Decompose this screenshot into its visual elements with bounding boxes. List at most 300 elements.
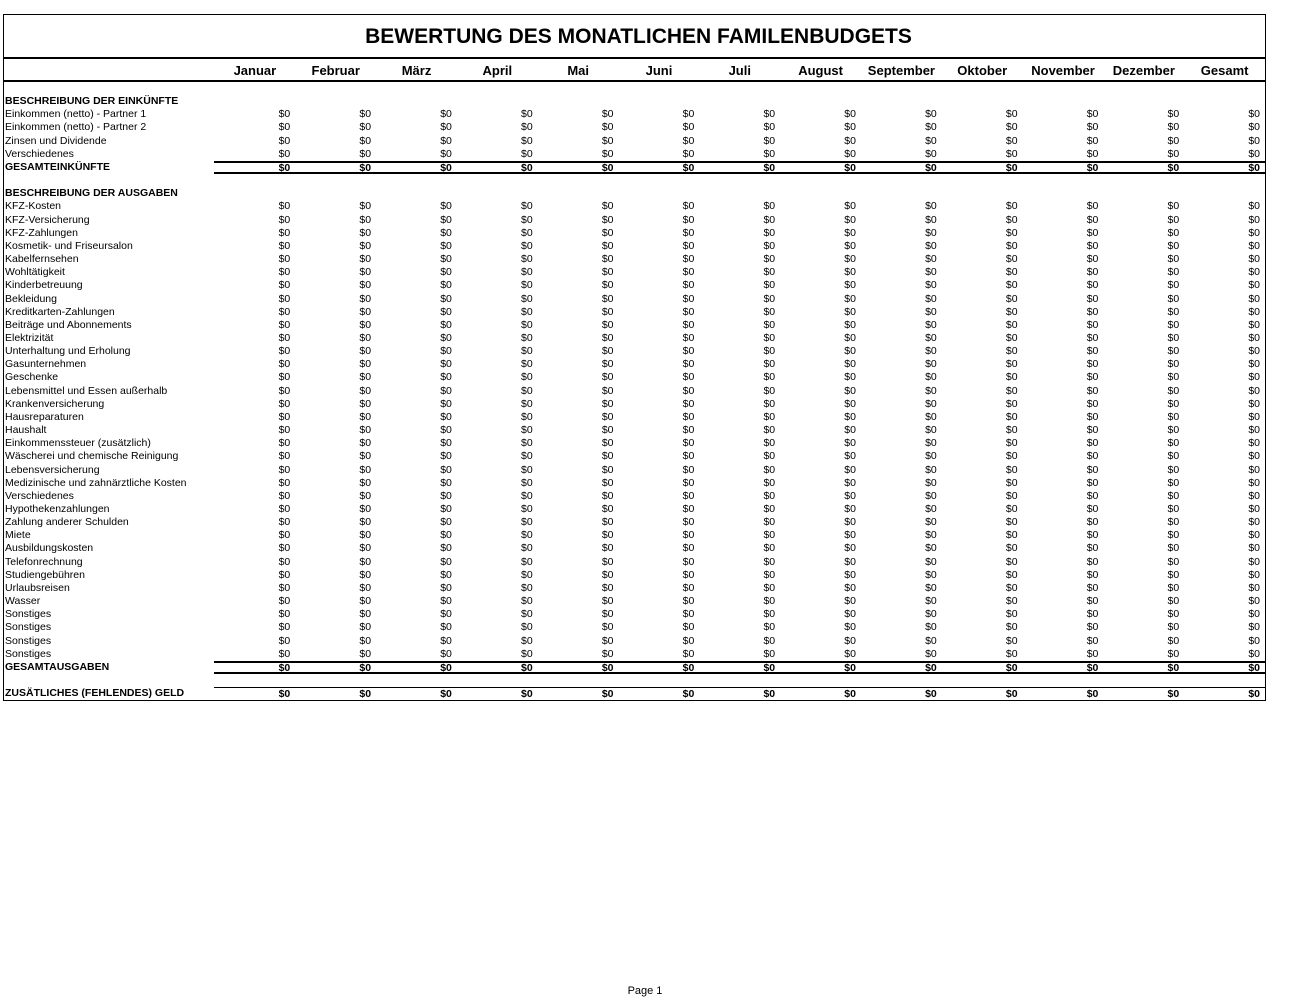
value-cell[interactable]: $0 xyxy=(1167,226,1180,239)
value-cell[interactable]: $0 xyxy=(844,384,856,397)
value-cell[interactable]: $0 xyxy=(763,331,776,344)
value-cell[interactable]: $0 xyxy=(1086,555,1099,568)
value-cell[interactable]: $0 xyxy=(1005,134,1018,147)
value-cell[interactable]: $0 xyxy=(440,358,452,371)
value-cell[interactable]: $0 xyxy=(359,318,372,331)
value-cell[interactable]: $0 xyxy=(521,266,533,279)
value-cell[interactable]: $0 xyxy=(359,121,372,134)
value-cell[interactable]: $0 xyxy=(601,226,614,239)
value-cell[interactable]: $0 xyxy=(359,226,372,239)
value-cell[interactable]: $0 xyxy=(440,542,452,555)
value-cell[interactable]: $0 xyxy=(601,121,614,134)
value-cell[interactable]: $0 xyxy=(440,634,452,647)
value-cell[interactable]: $0 xyxy=(521,200,533,213)
value-cell[interactable]: $0 xyxy=(1167,384,1180,397)
value-cell[interactable]: $0 xyxy=(1005,437,1018,450)
value-cell[interactable]: $0 xyxy=(763,384,776,397)
value-cell[interactable]: $0 xyxy=(925,147,937,160)
value-cell[interactable]: $0 xyxy=(1248,437,1261,450)
value-cell[interactable]: $0 xyxy=(1005,608,1018,621)
value-cell[interactable]: $0 xyxy=(682,121,695,134)
value-cell[interactable]: $0 xyxy=(1248,634,1261,647)
value-cell[interactable]: $0 xyxy=(278,621,291,634)
value-cell[interactable]: $0 xyxy=(1086,108,1099,121)
value-cell[interactable]: $0 xyxy=(682,503,695,515)
value-cell[interactable]: $0 xyxy=(1005,266,1018,279)
value-cell[interactable]: $0 xyxy=(1086,318,1099,331)
value-cell[interactable]: $0 xyxy=(601,608,614,621)
value-cell[interactable]: $0 xyxy=(440,568,452,581)
value-cell[interactable]: $0 xyxy=(1005,424,1018,437)
value-cell[interactable]: $0 xyxy=(1086,634,1099,647)
value-cell[interactable]: $0 xyxy=(1086,253,1099,266)
value-cell[interactable]: $0 xyxy=(440,608,452,621)
value-cell[interactable]: $0 xyxy=(278,555,291,568)
value-cell[interactable]: $0 xyxy=(278,108,291,121)
value-cell[interactable]: $0 xyxy=(1086,463,1099,476)
value-cell[interactable]: $0 xyxy=(278,134,291,147)
value-cell[interactable]: $0 xyxy=(359,345,372,358)
value-cell[interactable]: $0 xyxy=(359,608,372,621)
value-cell[interactable]: $0 xyxy=(1005,568,1018,581)
value-cell[interactable]: $0 xyxy=(601,542,614,555)
value-cell[interactable]: $0 xyxy=(521,279,533,292)
value-cell[interactable]: $0 xyxy=(1005,542,1018,555)
value-cell[interactable]: $0 xyxy=(295,161,376,174)
value-cell[interactable]: $0 xyxy=(682,608,695,621)
value-cell[interactable]: $0 xyxy=(844,279,856,292)
value-cell[interactable]: $0 xyxy=(521,581,533,594)
value-cell[interactable]: $0 xyxy=(1184,161,1265,174)
value-cell[interactable]: $0 xyxy=(214,687,295,700)
value-cell[interactable]: $0 xyxy=(601,410,614,423)
value-cell[interactable]: $0 xyxy=(763,266,776,279)
value-cell[interactable]: $0 xyxy=(1086,542,1099,555)
value-cell[interactable]: $0 xyxy=(925,503,937,515)
value-cell[interactable]: $0 xyxy=(925,253,937,266)
value-cell[interactable]: $0 xyxy=(925,266,937,279)
value-cell[interactable]: $0 xyxy=(1248,213,1261,226)
value-cell[interactable]: $0 xyxy=(1086,516,1099,529)
value-cell[interactable]: $0 xyxy=(278,253,291,266)
value-cell[interactable]: $0 xyxy=(440,147,452,160)
value-cell[interactable]: $0 xyxy=(682,253,695,266)
value-cell[interactable]: $0 xyxy=(682,200,695,213)
value-cell[interactable]: $0 xyxy=(440,108,452,121)
value-cell[interactable]: $0 xyxy=(682,331,695,344)
value-cell[interactable]: $0 xyxy=(619,687,700,700)
value-cell[interactable]: $0 xyxy=(521,292,533,305)
value-cell[interactable]: $0 xyxy=(1248,410,1261,423)
value-cell[interactable]: $0 xyxy=(440,266,452,279)
value-cell[interactable]: $0 xyxy=(1248,358,1261,371)
value-cell[interactable]: $0 xyxy=(1248,529,1261,542)
value-cell[interactable]: $0 xyxy=(538,661,619,674)
value-cell[interactable]: $0 xyxy=(1248,450,1261,463)
value-cell[interactable]: $0 xyxy=(601,253,614,266)
value-cell[interactable]: $0 xyxy=(359,647,372,660)
value-cell[interactable]: $0 xyxy=(925,200,937,213)
value-cell[interactable]: $0 xyxy=(521,121,533,134)
value-cell[interactable]: $0 xyxy=(359,213,372,226)
value-cell[interactable]: $0 xyxy=(1086,384,1099,397)
value-cell[interactable]: $0 xyxy=(359,555,372,568)
value-cell[interactable]: $0 xyxy=(521,331,533,344)
value-cell[interactable]: $0 xyxy=(521,226,533,239)
value-cell[interactable]: $0 xyxy=(682,371,695,384)
value-cell[interactable]: $0 xyxy=(619,661,700,674)
value-cell[interactable]: $0 xyxy=(682,384,695,397)
value-cell[interactable]: $0 xyxy=(278,647,291,660)
value-cell[interactable]: $0 xyxy=(1167,595,1180,608)
value-cell[interactable]: $0 xyxy=(601,621,614,634)
value-cell[interactable]: $0 xyxy=(1005,292,1018,305)
value-cell[interactable]: $0 xyxy=(359,279,372,292)
value-cell[interactable]: $0 xyxy=(440,279,452,292)
value-cell[interactable]: $0 xyxy=(1248,621,1261,634)
value-cell[interactable]: $0 xyxy=(763,463,776,476)
value-cell[interactable]: $0 xyxy=(376,687,457,700)
value-cell[interactable]: $0 xyxy=(1167,516,1180,529)
value-cell[interactable]: $0 xyxy=(359,292,372,305)
value-cell[interactable]: $0 xyxy=(1005,634,1018,647)
value-cell[interactable]: $0 xyxy=(601,266,614,279)
value-cell[interactable]: $0 xyxy=(682,239,695,252)
value-cell[interactable]: $0 xyxy=(1167,345,1180,358)
value-cell[interactable]: $0 xyxy=(763,542,776,555)
value-cell[interactable]: $0 xyxy=(1167,463,1180,476)
value-cell[interactable]: $0 xyxy=(682,450,695,463)
value-cell[interactable]: $0 xyxy=(925,305,937,318)
value-cell[interactable]: $0 xyxy=(925,647,937,660)
value-cell[interactable]: $0 xyxy=(682,647,695,660)
value-cell[interactable]: $0 xyxy=(457,161,538,174)
value-cell[interactable]: $0 xyxy=(844,437,856,450)
value-cell[interactable]: $0 xyxy=(440,595,452,608)
value-cell[interactable]: $0 xyxy=(682,213,695,226)
value-cell[interactable]: $0 xyxy=(359,437,372,450)
value-cell[interactable]: $0 xyxy=(601,424,614,437)
value-cell[interactable]: $0 xyxy=(457,661,538,674)
value-cell[interactable]: $0 xyxy=(1248,608,1261,621)
value-cell[interactable]: $0 xyxy=(844,410,856,423)
value-cell[interactable]: $0 xyxy=(278,463,291,476)
value-cell[interactable]: $0 xyxy=(1086,621,1099,634)
value-cell[interactable]: $0 xyxy=(601,147,614,160)
value-cell[interactable]: $0 xyxy=(844,200,856,213)
value-cell[interactable]: $0 xyxy=(601,200,614,213)
value-cell[interactable]: $0 xyxy=(763,516,776,529)
value-cell[interactable]: $0 xyxy=(925,279,937,292)
value-cell[interactable]: $0 xyxy=(1086,266,1099,279)
value-cell[interactable]: $0 xyxy=(925,450,937,463)
value-cell[interactable]: $0 xyxy=(1248,318,1261,331)
value-cell[interactable]: $0 xyxy=(521,463,533,476)
value-cell[interactable]: $0 xyxy=(1167,568,1180,581)
value-cell[interactable]: $0 xyxy=(1005,581,1018,594)
value-cell[interactable]: $0 xyxy=(942,161,1023,174)
value-cell[interactable]: $0 xyxy=(601,634,614,647)
value-cell[interactable]: $0 xyxy=(440,410,452,423)
value-cell[interactable]: $0 xyxy=(1248,581,1261,594)
value-cell[interactable]: $0 xyxy=(521,621,533,634)
value-cell[interactable]: $0 xyxy=(682,476,695,489)
value-cell[interactable]: $0 xyxy=(1005,463,1018,476)
value-cell[interactable]: $0 xyxy=(521,253,533,266)
value-cell[interactable]: $0 xyxy=(1248,371,1261,384)
value-cell[interactable]: $0 xyxy=(844,608,856,621)
value-cell[interactable]: $0 xyxy=(359,634,372,647)
value-cell[interactable]: $0 xyxy=(844,424,856,437)
value-cell[interactable]: $0 xyxy=(763,318,776,331)
value-cell[interactable]: $0 xyxy=(601,134,614,147)
value-cell[interactable]: $0 xyxy=(601,595,614,608)
value-cell[interactable]: $0 xyxy=(763,200,776,213)
value-cell[interactable]: $0 xyxy=(682,292,695,305)
value-cell[interactable]: $0 xyxy=(699,687,780,700)
value-cell[interactable]: $0 xyxy=(1086,397,1099,410)
value-cell[interactable]: $0 xyxy=(1248,424,1261,437)
value-cell[interactable]: $0 xyxy=(521,516,533,529)
value-cell[interactable]: $0 xyxy=(844,213,856,226)
value-cell[interactable]: $0 xyxy=(763,424,776,437)
value-cell[interactable]: $0 xyxy=(682,529,695,542)
value-cell[interactable]: $0 xyxy=(682,581,695,594)
value-cell[interactable]: $0 xyxy=(521,647,533,660)
value-cell[interactable]: $0 xyxy=(521,489,533,502)
value-cell[interactable]: $0 xyxy=(601,397,614,410)
value-cell[interactable]: $0 xyxy=(1248,108,1261,121)
value-cell[interactable]: $0 xyxy=(601,331,614,344)
value-cell[interactable]: $0 xyxy=(780,687,861,700)
value-cell[interactable]: $0 xyxy=(1086,331,1099,344)
value-cell[interactable]: $0 xyxy=(359,384,372,397)
value-cell[interactable]: $0 xyxy=(295,661,376,674)
value-cell[interactable]: $0 xyxy=(699,661,780,674)
value-cell[interactable]: $0 xyxy=(278,305,291,318)
value-cell[interactable]: $0 xyxy=(359,410,372,423)
value-cell[interactable]: $0 xyxy=(1248,200,1261,213)
value-cell[interactable]: $0 xyxy=(278,450,291,463)
value-cell[interactable]: $0 xyxy=(278,424,291,437)
value-cell[interactable]: $0 xyxy=(682,108,695,121)
value-cell[interactable]: $0 xyxy=(1184,661,1265,674)
value-cell[interactable]: $0 xyxy=(359,476,372,489)
value-cell[interactable]: $0 xyxy=(925,384,937,397)
value-cell[interactable]: $0 xyxy=(763,634,776,647)
value-cell[interactable]: $0 xyxy=(521,424,533,437)
value-cell[interactable]: $0 xyxy=(763,410,776,423)
value-cell[interactable]: $0 xyxy=(601,450,614,463)
value-cell[interactable]: $0 xyxy=(844,529,856,542)
value-cell[interactable]: $0 xyxy=(278,213,291,226)
value-cell[interactable]: $0 xyxy=(682,555,695,568)
value-cell[interactable]: $0 xyxy=(682,489,695,502)
value-cell[interactable]: $0 xyxy=(1005,253,1018,266)
value-cell[interactable]: $0 xyxy=(278,226,291,239)
value-cell[interactable]: $0 xyxy=(359,542,372,555)
value-cell[interactable]: $0 xyxy=(925,345,937,358)
value-cell[interactable]: $0 xyxy=(763,647,776,660)
value-cell[interactable]: $0 xyxy=(1086,437,1099,450)
value-cell[interactable]: $0 xyxy=(1005,213,1018,226)
value-cell[interactable]: $0 xyxy=(1005,555,1018,568)
value-cell[interactable]: $0 xyxy=(295,687,376,700)
value-cell[interactable]: $0 xyxy=(1086,647,1099,660)
value-cell[interactable]: $0 xyxy=(601,503,614,515)
value-cell[interactable]: $0 xyxy=(1005,503,1018,515)
value-cell[interactable]: $0 xyxy=(763,345,776,358)
value-cell[interactable]: $0 xyxy=(278,476,291,489)
value-cell[interactable]: $0 xyxy=(942,661,1023,674)
value-cell[interactable]: $0 xyxy=(925,424,937,437)
value-cell[interactable]: $0 xyxy=(1167,200,1180,213)
value-cell[interactable]: $0 xyxy=(925,437,937,450)
value-cell[interactable]: $0 xyxy=(925,621,937,634)
value-cell[interactable]: $0 xyxy=(1248,542,1261,555)
value-cell[interactable]: $0 xyxy=(1167,253,1180,266)
value-cell[interactable]: $0 xyxy=(359,253,372,266)
value-cell[interactable]: $0 xyxy=(1167,634,1180,647)
value-cell[interactable]: $0 xyxy=(601,318,614,331)
value-cell[interactable]: $0 xyxy=(1005,621,1018,634)
value-cell[interactable]: $0 xyxy=(278,331,291,344)
value-cell[interactable]: $0 xyxy=(440,371,452,384)
value-cell[interactable]: $0 xyxy=(1005,226,1018,239)
value-cell[interactable]: $0 xyxy=(1023,687,1104,700)
value-cell[interactable]: $0 xyxy=(861,161,942,174)
value-cell[interactable]: $0 xyxy=(440,318,452,331)
value-cell[interactable]: $0 xyxy=(278,292,291,305)
value-cell[interactable]: $0 xyxy=(278,608,291,621)
value-cell[interactable]: $0 xyxy=(440,647,452,660)
value-cell[interactable]: $0 xyxy=(844,542,856,555)
value-cell[interactable]: $0 xyxy=(440,476,452,489)
value-cell[interactable]: $0 xyxy=(538,687,619,700)
value-cell[interactable]: $0 xyxy=(1167,213,1180,226)
value-cell[interactable]: $0 xyxy=(763,595,776,608)
value-cell[interactable]: $0 xyxy=(1167,318,1180,331)
value-cell[interactable]: $0 xyxy=(1167,647,1180,660)
value-cell[interactable]: $0 xyxy=(440,305,452,318)
value-cell[interactable]: $0 xyxy=(1248,147,1261,160)
value-cell[interactable]: $0 xyxy=(278,581,291,594)
value-cell[interactable]: $0 xyxy=(601,292,614,305)
value-cell[interactable]: $0 xyxy=(521,595,533,608)
value-cell[interactable]: $0 xyxy=(925,516,937,529)
value-cell[interactable]: $0 xyxy=(844,489,856,502)
value-cell[interactable]: $0 xyxy=(1248,345,1261,358)
value-cell[interactable]: $0 xyxy=(1103,661,1184,674)
value-cell[interactable]: $0 xyxy=(682,279,695,292)
value-cell[interactable]: $0 xyxy=(1005,108,1018,121)
value-cell[interactable]: $0 xyxy=(763,147,776,160)
value-cell[interactable]: $0 xyxy=(359,516,372,529)
value-cell[interactable]: $0 xyxy=(925,608,937,621)
value-cell[interactable]: $0 xyxy=(1086,200,1099,213)
value-cell[interactable]: $0 xyxy=(521,397,533,410)
value-cell[interactable]: $0 xyxy=(682,634,695,647)
value-cell[interactable]: $0 xyxy=(1248,397,1261,410)
value-cell[interactable]: $0 xyxy=(763,108,776,121)
value-cell[interactable]: $0 xyxy=(1248,384,1261,397)
value-cell[interactable]: $0 xyxy=(359,305,372,318)
value-cell[interactable]: $0 xyxy=(359,503,372,515)
value-cell[interactable]: $0 xyxy=(440,621,452,634)
value-cell[interactable]: $0 xyxy=(925,397,937,410)
value-cell[interactable]: $0 xyxy=(1086,568,1099,581)
value-cell[interactable]: $0 xyxy=(521,542,533,555)
value-cell[interactable]: $0 xyxy=(763,503,776,515)
value-cell[interactable]: $0 xyxy=(682,397,695,410)
value-cell[interactable]: $0 xyxy=(440,424,452,437)
value-cell[interactable]: $0 xyxy=(521,608,533,621)
value-cell[interactable]: $0 xyxy=(440,292,452,305)
value-cell[interactable]: $0 xyxy=(942,687,1023,700)
value-cell[interactable]: $0 xyxy=(925,358,937,371)
value-cell[interactable]: $0 xyxy=(440,121,452,134)
value-cell[interactable]: $0 xyxy=(1167,147,1180,160)
value-cell[interactable]: $0 xyxy=(521,410,533,423)
value-cell[interactable]: $0 xyxy=(278,121,291,134)
value-cell[interactable]: $0 xyxy=(1248,226,1261,239)
value-cell[interactable]: $0 xyxy=(601,345,614,358)
value-cell[interactable]: $0 xyxy=(925,108,937,121)
value-cell[interactable]: $0 xyxy=(1248,503,1261,515)
value-cell[interactable]: $0 xyxy=(440,213,452,226)
value-cell[interactable]: $0 xyxy=(844,503,856,515)
value-cell[interactable]: $0 xyxy=(440,503,452,515)
value-cell[interactable]: $0 xyxy=(844,568,856,581)
value-cell[interactable]: $0 xyxy=(619,161,700,174)
value-cell[interactable]: $0 xyxy=(278,595,291,608)
value-cell[interactable]: $0 xyxy=(682,463,695,476)
value-cell[interactable]: $0 xyxy=(1248,305,1261,318)
value-cell[interactable]: $0 xyxy=(1248,568,1261,581)
value-cell[interactable]: $0 xyxy=(763,226,776,239)
value-cell[interactable]: $0 xyxy=(925,213,937,226)
value-cell[interactable]: $0 xyxy=(844,516,856,529)
value-cell[interactable]: $0 xyxy=(457,687,538,700)
value-cell[interactable]: $0 xyxy=(763,358,776,371)
value-cell[interactable]: $0 xyxy=(1248,331,1261,344)
value-cell[interactable]: $0 xyxy=(278,345,291,358)
value-cell[interactable]: $0 xyxy=(1086,371,1099,384)
value-cell[interactable]: $0 xyxy=(925,134,937,147)
value-cell[interactable]: $0 xyxy=(763,621,776,634)
value-cell[interactable]: $0 xyxy=(440,450,452,463)
value-cell[interactable]: $0 xyxy=(844,634,856,647)
value-cell[interactable]: $0 xyxy=(521,318,533,331)
value-cell[interactable]: $0 xyxy=(440,239,452,252)
value-cell[interactable]: $0 xyxy=(440,463,452,476)
value-cell[interactable]: $0 xyxy=(359,581,372,594)
value-cell[interactable]: $0 xyxy=(682,318,695,331)
value-cell[interactable]: $0 xyxy=(1248,239,1261,252)
value-cell[interactable]: $0 xyxy=(925,634,937,647)
value-cell[interactable]: $0 xyxy=(278,318,291,331)
value-cell[interactable]: $0 xyxy=(1005,647,1018,660)
value-cell[interactable]: $0 xyxy=(763,476,776,489)
value-cell[interactable]: $0 xyxy=(359,489,372,502)
value-cell[interactable]: $0 xyxy=(682,410,695,423)
value-cell[interactable]: $0 xyxy=(1248,476,1261,489)
value-cell[interactable]: $0 xyxy=(278,542,291,555)
value-cell[interactable]: $0 xyxy=(1167,424,1180,437)
value-cell[interactable]: $0 xyxy=(376,161,457,174)
value-cell[interactable]: $0 xyxy=(925,410,937,423)
value-cell[interactable]: $0 xyxy=(1086,147,1099,160)
